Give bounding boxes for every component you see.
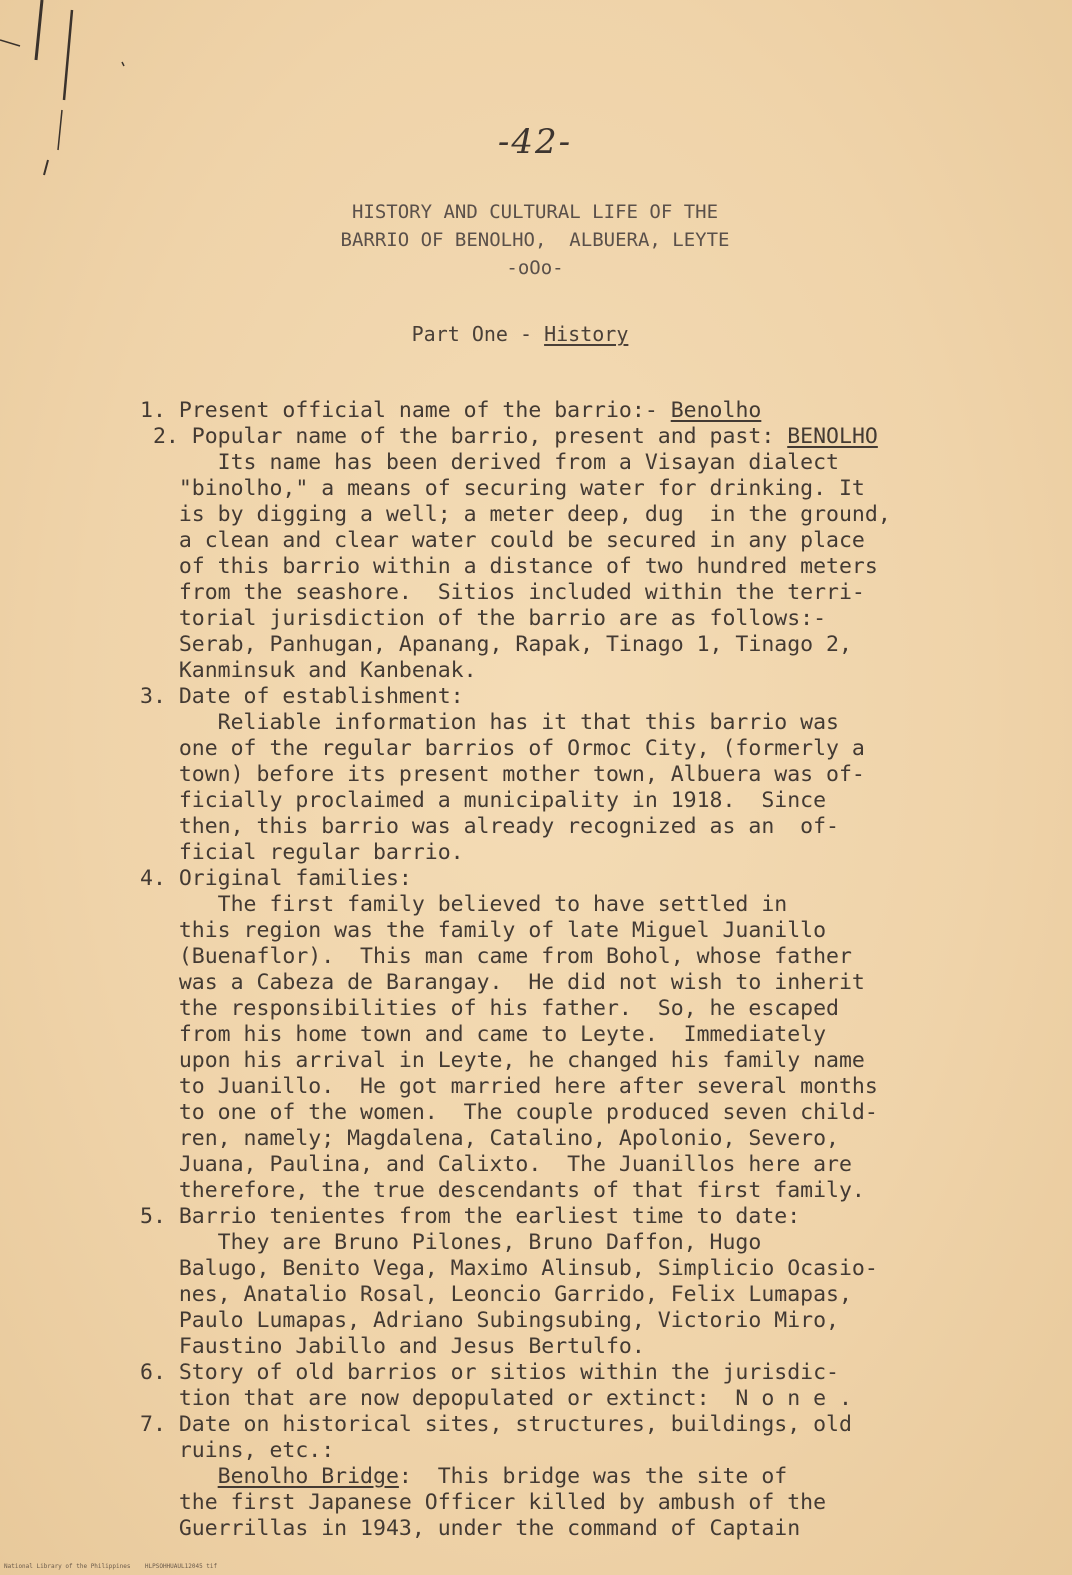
line-text: then, this barrio was already recognized as an of- xyxy=(140,814,839,839)
line-text: The first family believed to have settled in xyxy=(140,892,788,917)
line-text: : This bridge was the site of xyxy=(398,1464,788,1489)
text-line xyxy=(140,1178,1040,1204)
text-line xyxy=(140,684,1040,710)
line-text: ren, namely; Magdalena, Catalino, Apolonio, Severo, xyxy=(140,1126,839,1151)
text-line xyxy=(140,554,1040,580)
line-text: Paulo Lumapas, Adriano Subingsubing, Victorio Miro, xyxy=(140,1308,839,1333)
line-text: this region was the family of late Miguel Juanillo xyxy=(140,918,827,943)
text-line xyxy=(140,1152,1040,1178)
text-line xyxy=(140,1386,1040,1412)
line-text: Juana, Paulina, and Calixto. The Juanillos here are xyxy=(140,1152,852,1177)
title-line-2: BARRIO OF BENOLHO, ALBUERA, LEYTE xyxy=(340,229,730,251)
line-text: torial jurisdiction of the barrio are as follows:- xyxy=(140,606,827,631)
underlined-text: BENOLHO xyxy=(787,424,878,449)
line-text: a clean and clear water could be secured in any place xyxy=(140,528,865,553)
text-line xyxy=(140,1464,1040,1490)
text-line xyxy=(140,1412,1040,1438)
text-line xyxy=(140,918,1040,944)
line-text: the responsibilities of his father. So, he escaped xyxy=(140,996,839,1021)
title-line-3: -oOo- xyxy=(506,257,564,279)
part-heading-prefix: Part One - xyxy=(411,322,545,346)
part-heading xyxy=(300,322,740,346)
line-text: 4. Original families: xyxy=(140,866,412,891)
line-text: from the seashore. Sitios included within the terri- xyxy=(140,580,865,605)
page-number: -42- xyxy=(497,122,573,162)
text-line xyxy=(140,1490,1040,1516)
line-text: 6. Story of old barrios or sitios within the jurisdic- xyxy=(140,1360,839,1385)
text-line xyxy=(140,788,1040,814)
line-text: Balugo, Benito Vega, Maximo Alinsub, Simplicio Ocasio- xyxy=(140,1256,878,1281)
line-text: was a Cabeza de Barangay. He did not wish to inherit xyxy=(140,970,865,995)
text-line xyxy=(140,1308,1040,1334)
text-line xyxy=(140,632,1040,658)
line-text: from his home town and came to Leyte. Immediately xyxy=(140,1022,827,1047)
line-text: therefore, the true descendants of that first family. xyxy=(140,1178,865,1203)
text-line xyxy=(140,1126,1040,1152)
line-text: 1. Present official name of the barrio:- xyxy=(140,398,671,423)
text-line xyxy=(140,424,1040,450)
handwritten-margin-marks xyxy=(0,0,140,200)
line-text: 3. Date of establishment: xyxy=(140,684,464,709)
text-line xyxy=(140,840,1040,866)
body-text xyxy=(140,398,1040,1542)
text-line xyxy=(140,736,1040,762)
text-line xyxy=(140,606,1040,632)
line-text: tion that are now depopulated or extinct: N o n e . xyxy=(140,1386,852,1411)
line-text: of this barrio within a distance of two hundred meters xyxy=(140,554,878,579)
line-text: 7. Date on historical sites, structures, buildings, old xyxy=(140,1412,852,1437)
text-line xyxy=(140,1438,1040,1464)
text-line xyxy=(140,1022,1040,1048)
text-line xyxy=(140,1204,1040,1230)
line-text: the first Japanese Officer killed by ambush of the xyxy=(140,1490,827,1515)
text-line xyxy=(140,996,1040,1022)
text-line xyxy=(140,970,1040,996)
text-line xyxy=(140,580,1040,606)
line-text: nes, Anatalio Rosal, Leoncio Garrido, Felix Lumapas, xyxy=(140,1282,852,1307)
text-line xyxy=(140,528,1040,554)
text-line xyxy=(140,502,1040,528)
text-line xyxy=(140,1074,1040,1100)
line-text xyxy=(140,1464,218,1489)
text-line xyxy=(140,476,1040,502)
line-text: to one of the women. The couple produced seven child- xyxy=(140,1100,878,1125)
text-line xyxy=(140,1048,1040,1074)
line-text: one of the regular barrios of Ormoc City, (formerly a xyxy=(140,736,865,761)
line-text: to Juanillo. He got married here after several months xyxy=(140,1074,878,1099)
scan-footer: National Library of the Philippines HLPSOHHUAUL12045 tif xyxy=(4,1563,218,1570)
text-line xyxy=(140,450,1040,476)
text-line xyxy=(140,1100,1040,1126)
text-line xyxy=(140,1334,1040,1360)
title-line-1: HISTORY AND CULTURAL LIFE OF THE xyxy=(351,201,719,223)
document-title xyxy=(250,198,820,282)
text-line xyxy=(140,658,1040,684)
underlined-text: Benolho Bridge xyxy=(217,1464,399,1489)
line-text: ficially proclaimed a municipality in 1918. Since xyxy=(140,788,827,813)
line-text: (Buenaflor). This man came from Bohol, whose father xyxy=(140,944,852,969)
line-text: upon his arrival in Leyte, he changed his family name xyxy=(140,1048,865,1073)
text-line xyxy=(140,814,1040,840)
text-line xyxy=(140,892,1040,918)
text-line xyxy=(140,710,1040,736)
line-text: ruins, etc.: xyxy=(140,1438,335,1463)
line-text: They are Bruno Pilones, Bruno Daffon, Hugo xyxy=(140,1230,762,1255)
line-text: 5. Barrio tenientes from the earliest time to date: xyxy=(140,1204,801,1229)
underlined-text: Benolho xyxy=(670,398,762,423)
line-text: 2. Popular name of the barrio, present and past: xyxy=(140,424,788,449)
text-line xyxy=(140,1282,1040,1308)
part-heading-name: History xyxy=(544,322,629,346)
line-text: Faustino Jabillo and Jesus Bertulfo. xyxy=(140,1334,645,1359)
text-line xyxy=(140,866,1040,892)
line-text: town) before its present mother town, Albuera was of- xyxy=(140,762,865,787)
line-text: Its name has been derived from a Visayan dialect xyxy=(140,450,839,475)
line-text: Reliable information has it that this barrio was xyxy=(140,710,839,735)
line-text: Serab, Panhugan, Apanang, Rapak, Tinago 1, Tinago 2, xyxy=(140,632,852,657)
text-line xyxy=(140,1256,1040,1282)
line-text: Guerrillas in 1943, under the command of Captain xyxy=(140,1516,801,1541)
text-line xyxy=(140,398,1040,424)
line-text: ficial regular barrio. xyxy=(140,840,464,865)
line-text: "binolho," a means of securing water for drinking. It xyxy=(140,476,865,501)
text-line xyxy=(140,1230,1040,1256)
text-line xyxy=(140,944,1040,970)
line-text: is by digging a well; a meter deep, dug in the ground, xyxy=(140,502,891,527)
text-line xyxy=(140,1516,1040,1542)
text-line xyxy=(140,1360,1040,1386)
line-text: Kanminsuk and Kanbenak. xyxy=(140,658,477,683)
text-line xyxy=(140,762,1040,788)
